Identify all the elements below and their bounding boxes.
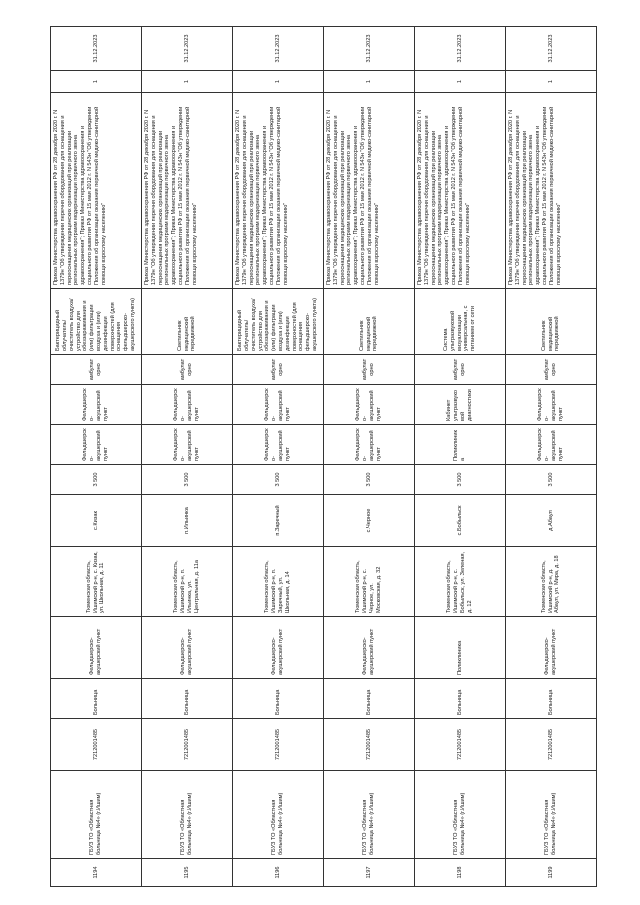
cell-address: Тюменская область, Ишимский р-н, с. Черное, ул. Московская, д. 32 xyxy=(324,547,415,617)
cell-row-number: 1197 xyxy=(324,859,415,887)
cell-quantity: 1 xyxy=(506,71,597,93)
cell-population: 3 500 xyxy=(324,465,415,495)
cell-settlement: д.Абаул xyxy=(506,495,597,547)
cell-care-mode: амбулаторно xyxy=(324,355,415,385)
cell-row-number: 1196 xyxy=(233,859,324,887)
cell-unit-name: Поликлиника xyxy=(415,617,506,679)
cell-address: Тюменская область, Ишимский р-н, п. Ильинка, ул. Центральная, д. 11а xyxy=(142,547,233,617)
cell-structural-unit-kind: Поликлиника xyxy=(415,425,506,465)
cell-unit-name: Фельдшерско-акушерский пункт xyxy=(324,617,415,679)
cell-facility-type: Больница xyxy=(51,679,142,719)
cell-structural-subunit: Фельдшерско-акушерский пункт xyxy=(324,385,415,425)
cell-settlement: с.Черное xyxy=(324,495,415,547)
cell-inn-code: 7212001485 xyxy=(142,719,233,771)
cell-quantity: 1 xyxy=(142,71,233,93)
cell-structural-unit-kind: Фельдшерско-акушерский пункт xyxy=(233,425,324,465)
cell-organization-name: ГБУЗ ТО «Областная больница №4» (г.Ишим) xyxy=(233,771,324,859)
cell-legal-basis: Приказ Министерства здравоохранения РФ от 28 декабря 2020 г. N 1379н "Об утверждении перечня оборудования для оснащения и переоснащения медицинских организаций при реализации региональных программ модернизации первичного звена здравоохранения"; Приказ Министерства здравоохранения и социального развития РФ от 15 мая 2012 г. N 543н "Об утверждении Положения об организации оказания первичной медико-санитарной помощи взрослому населению" xyxy=(415,93,506,289)
cell-structural-unit-kind: Фельдшерско-акушерский пункт xyxy=(506,425,597,465)
table-row xyxy=(233,27,324,887)
cell-deadline-date: 31.12.2023 xyxy=(324,27,415,71)
cell-organization-name: ГБУЗ ТО «Областная больница №4» (г.Ишим) xyxy=(142,771,233,859)
cell-structural-unit-kind: Фельдшерско-акушерский пункт xyxy=(142,425,233,465)
cell-quantity: 1 xyxy=(324,71,415,93)
cell-deadline-date: 31.12.2023 xyxy=(51,27,142,71)
cell-care-mode: амбулаторно xyxy=(233,355,324,385)
cell-equipment-name: Светильник медицинский передвижной xyxy=(506,289,597,355)
cell-deadline-date: 31.12.2023 xyxy=(415,27,506,71)
cell-legal-basis: Приказ Министерства здравоохранения РФ от 28 декабря 2020 г. N 1379н "Об утверждении перечня оборудования для оснащения и переоснащения медицинских организаций при реализации региональных программ модернизации первичного звена здравоохранения"; Приказ Министерства здравоохранения и социального развития РФ от 15 мая 2012 г. N 543н "Об утверждении Положения об организации оказания первичной медико-санитарной помощи взрослому населению" xyxy=(51,93,142,289)
cell-unit-name: Фельдшерско-акушерский пункт xyxy=(142,617,233,679)
table-row xyxy=(51,27,142,887)
cell-population: 3 500 xyxy=(506,465,597,495)
cell-care-mode: амбулаторно xyxy=(415,355,506,385)
cell-population: 3 500 xyxy=(415,465,506,495)
cell-structural-unit-kind: Фельдшерско-акушерский пункт xyxy=(324,425,415,465)
cell-inn-code: 7212001485 xyxy=(51,719,142,771)
cell-organization-name: ГБУЗ ТО «Областная больница №4» (г.Ишим) xyxy=(415,771,506,859)
cell-settlement: п.Заречный xyxy=(233,495,324,547)
table-row xyxy=(142,27,233,887)
cell-settlement: с.Бобыльск xyxy=(415,495,506,547)
cell-inn-code: 7212001485 xyxy=(324,719,415,771)
cell-deadline-date: 31.12.2023 xyxy=(142,27,233,71)
cell-inn-code: 7212001485 xyxy=(415,719,506,771)
cell-quantity: 1 xyxy=(415,71,506,93)
cell-legal-basis: Приказ Министерства здравоохранения РФ от 28 декабря 2020 г. N 1379н "Об утверждении перечня оборудования для оснащения и переоснащения медицинских организаций при реализации региональных программ модернизации первичного звена здравоохранения"; Приказ Министерства здравоохранения и социального развития РФ от 15 мая 2012 г. N 543н "Об утверждении Положения об организации оказания первичной медико-санитарной помощи взрослому населению" xyxy=(142,93,233,289)
cell-address: Тюменская область, Ишимский р-н, с. Кизак, ул. Школьная, д. 11 xyxy=(51,547,142,617)
cell-equipment-name: Бактерицидный облучатель/очиститель воздуха/устройство для обеззараживания и (или) фильтрации воздуха и (или) дезинфекции поверхностей (для оснащения фельдшерско-акушерского пункта) xyxy=(233,289,324,355)
cell-population: 3 500 xyxy=(233,465,324,495)
cell-organization-name: ГБУЗ ТО «Областная больница №4» (г.Ишим) xyxy=(506,771,597,859)
cell-care-mode: амбулаторно xyxy=(142,355,233,385)
cell-deadline-date: 31.12.2023 xyxy=(506,27,597,71)
cell-facility-type: Больница xyxy=(415,679,506,719)
cell-equipment-name: Светильник медицинский передвижной xyxy=(324,289,415,355)
cell-settlement: с.Кизак xyxy=(51,495,142,547)
cell-structural-subunit: Фельдшерско-акушерский пункт xyxy=(142,385,233,425)
cell-facility-type: Больница xyxy=(324,679,415,719)
cell-equipment-name: Светильник медицинский передвижной xyxy=(142,289,233,355)
cell-row-number: 1195 xyxy=(142,859,233,887)
cell-facility-type: Больница xyxy=(142,679,233,719)
cell-structural-subunit: Фельдшерско-акушерский пункт xyxy=(233,385,324,425)
cell-address: Тюменская область, Ишимский р-н, д. Абаул, ул. Мира, д. 18 xyxy=(506,547,597,617)
cell-row-number: 1198 xyxy=(415,859,506,887)
table-row xyxy=(324,27,415,887)
cell-organization-name: ГБУЗ ТО «Областная больница №4» (г.Ишим) xyxy=(51,771,142,859)
cell-structural-subunit: Фельдшерско-акушерский пункт xyxy=(51,385,142,425)
cell-organization-name: ГБУЗ ТО «Областная больница №4» (г.Ишим) xyxy=(324,771,415,859)
cell-structural-subunit: Фельдшерско-акушерский пункт xyxy=(506,385,597,425)
cell-inn-code: 7212001485 xyxy=(506,719,597,771)
cell-facility-type: Больница xyxy=(506,679,597,719)
cell-row-number: 1194 xyxy=(51,859,142,887)
cell-unit-name: Фельдшерско-акушерский пункт xyxy=(233,617,324,679)
cell-unit-name: Фельдшерско-акушерский пункт xyxy=(506,617,597,679)
cell-care-mode: амбулаторно xyxy=(506,355,597,385)
cell-care-mode: амбулаторно xyxy=(51,355,142,385)
cell-quantity: 1 xyxy=(51,71,142,93)
table-body xyxy=(51,27,597,887)
cell-structural-unit-kind: Фельдшерско-акушерский пункт xyxy=(51,425,142,465)
equipment-table xyxy=(50,26,597,887)
cell-structural-subunit: Кабинет ультразвуковой диагностики xyxy=(415,385,506,425)
cell-facility-type: Больница xyxy=(233,679,324,719)
cell-unit-name: Фельдшерско-акушерский пункт xyxy=(51,617,142,679)
table-row xyxy=(506,27,597,887)
cell-equipment-name: Бактерицидный облучатель/очиститель воздуха/устройство для обеззараживания и (или) фильтрации воздуха и (или) дезинфекции поверхностей (для оснащения фельдшерско-акушерского пункта) xyxy=(51,289,142,355)
cell-address: Тюменская область, Ишимский р-н, п. Заречный, ул. Школьная, д. 14 xyxy=(233,547,324,617)
cell-legal-basis: Приказ Министерства здравоохранения РФ от 28 декабря 2020 г. N 1379н "Об утверждении перечня оборудования для оснащения и переоснащения медицинских организаций при реализации региональных программ модернизации первичного звена здравоохранения"; Приказ Министерства здравоохранения и социального развития РФ от 15 мая 2012 г. N 543н "Об утверждении Положения об организации оказания первичной медико-санитарной помощи взрослому населению" xyxy=(324,93,415,289)
cell-quantity: 1 xyxy=(233,71,324,93)
cell-row-number: 1199 xyxy=(506,859,597,887)
cell-address: Тюменская область, Ишимский р-н, с. Бобыльск, ул. Зеленая, д. 12 xyxy=(415,547,506,617)
cell-deadline-date: 31.12.2023 xyxy=(233,27,324,71)
cell-population: 3 500 xyxy=(51,465,142,495)
cell-equipment-name: Система ультразвуковой визуализации универсальная, с питанием от сети xyxy=(415,289,506,355)
table-row xyxy=(415,27,506,887)
cell-inn-code: 7212001485 xyxy=(233,719,324,771)
cell-population: 3 500 xyxy=(142,465,233,495)
cell-legal-basis: Приказ Министерства здравоохранения РФ от 28 декабря 2020 г. N 1379н "Об утверждении перечня оборудования для оснащения и переоснащения медицинских организаций при реализации региональных программ модернизации первичного звена здравоохранения"; Приказ Министерства здравоохранения и социального развития РФ от 15 мая 2012 г. N 543н "Об утверждении Положения об организации оказания первичной медико-санитарной помощи взрослому населению" xyxy=(506,93,597,289)
cell-legal-basis: Приказ Министерства здравоохранения РФ от 28 декабря 2020 г. N 1379н "Об утверждении перечня оборудования для оснащения и переоснащения медицинских организаций при реализации региональных программ модернизации первичного звена здравоохранения"; Приказ Министерства здравоохранения и социального развития РФ от 15 мая 2012 г. N 543н "Об утверждении Положения об организации оказания первичной медико-санитарной помощи взрослому населению" xyxy=(233,93,324,289)
cell-settlement: п.Ильинка xyxy=(142,495,233,547)
